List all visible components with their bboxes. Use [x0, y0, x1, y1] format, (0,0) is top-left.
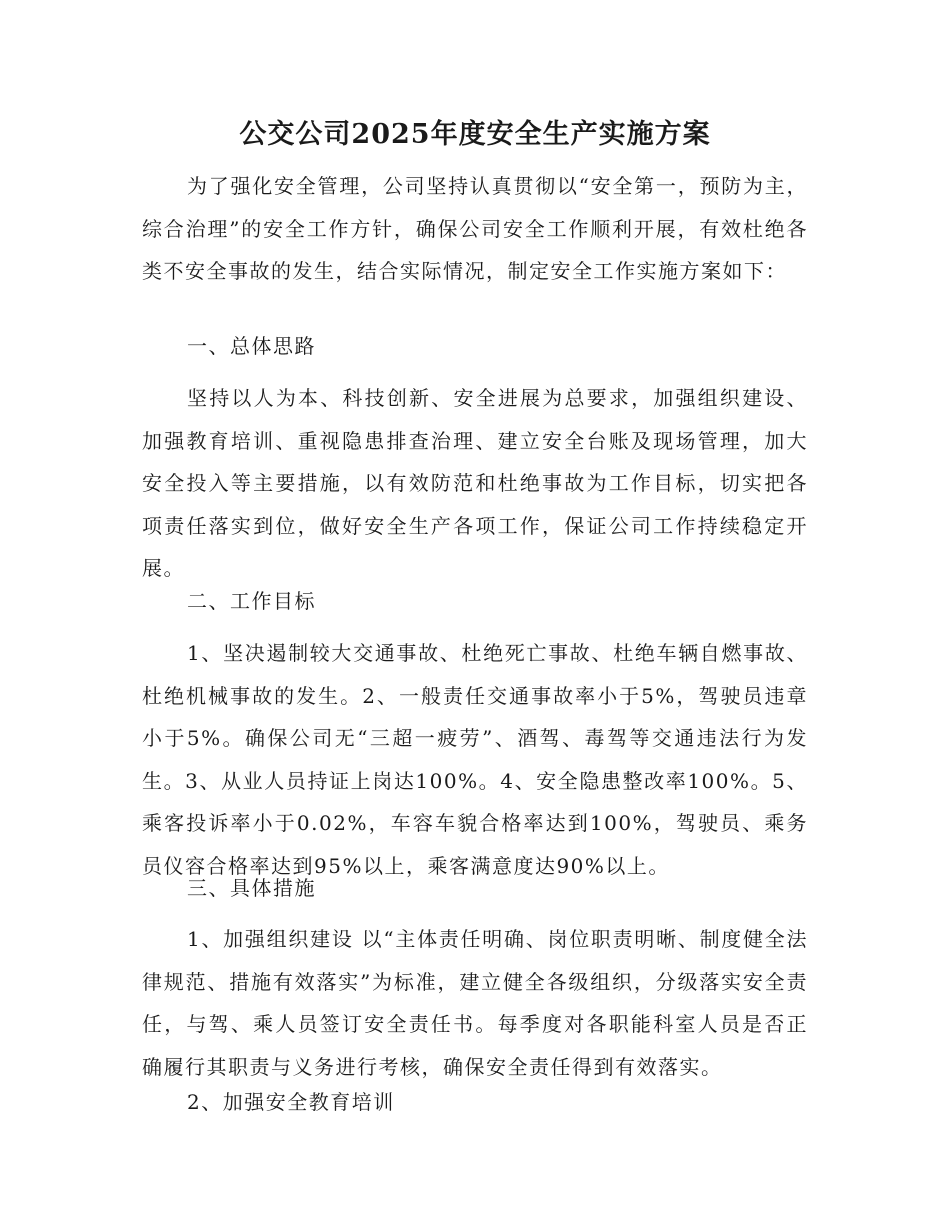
section-heading-specific-measures: 三、具体措施: [187, 876, 316, 900]
section-heading-work-goals: 二、工作目标: [187, 589, 316, 613]
intro-paragraph: 为了强化安全管理，公司坚持认真贯彻以“安全第一，预防为主，综合治理”的安全工作方针，确保公司安全工作顺利开展，有效杜绝各类不安全事故的发生，结合实际情况，制定安全工作实施方案如下：: [142, 174, 808, 283]
overall-approach-paragraph: 坚持以人为本、科技创新、安全进展为总要求，加强组织建设、加强教育培训、重视隐患排查治理、建立安全台账及现场管理，加大安全投入等主要措施，以有效防范和杜绝事故为工作目标，切实把各项责任落实到位，做好安全生产各项工作，保证公司工作持续稳定开展。: [142, 386, 808, 580]
work-goals-paragraph: 1、坚决遏制较大交通事故、杜绝死亡事故、杜绝车辆自燃事故、杜绝机械事故的发生。2、一般责任交通事故率小于5%，驾驶员违章小于5%。确保公司无“三超一疲劳”、酒驾、毒驾等交通违法行为发生。3、从业人员持证上岗达100%。4、安全隐患整改率100%。5、乘客投诉率小于0.02%，车容车貌合格率达到100%，驾驶员、乘务员仪容合格率达到95%以上，乘客满意度达90%以上。: [142, 641, 808, 878]
section-heading-overall-approach: 一、总体思路: [187, 334, 316, 358]
measure-2-heading: 2、加强安全教育培训: [187, 1090, 395, 1114]
document-title: 公交公司2025年度安全生产实施方案: [239, 119, 711, 150]
measure-1-paragraph: 1、加强组织建设 以“主体责任明确、岗位职责明晰、制度健全法律规范、措施有效落实”为标准，建立健全各级组织，分级落实安全责任，与驾、乘人员签订安全责任书。每季度对各职能科室人员是否正确履行其职责与义务进行考核，确保安全责任得到有效落实。: [142, 927, 808, 1079]
